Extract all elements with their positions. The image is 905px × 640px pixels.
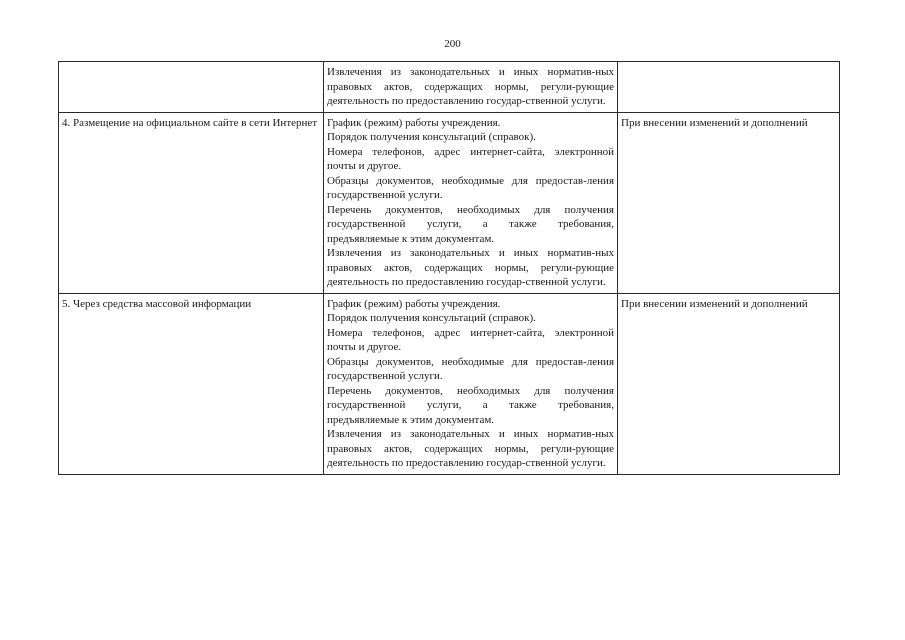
frequency-cell — [618, 293, 840, 474]
content-paragraph: Образцы документов, необходимые для предостав-ления государственной услуги. — [327, 355, 614, 382]
content-paragraph: Извлечения из законодательных и иных норматив-ных правовых актов, содержащих нормы, регули-рующие деятельность по предоставлению государ-ственной услуги. — [327, 247, 614, 288]
method-cell — [59, 112, 324, 293]
table-row — [59, 293, 840, 474]
content-paragraph: Перечень документов, необходимых для получения государственной услуги, а также требования, предъявляемые к этим документам. — [327, 203, 614, 245]
content-paragraph: Образцы документов, необходимые для предостав-ления государственной услуги. — [327, 174, 614, 201]
method-text: 5. Через средства массовой информации — [62, 297, 252, 310]
content-paragraph: Извлечения из законодательных и иных норматив-ных правовых актов, содержащих нормы, регули-рующие деятельность по предоставлению государ-ственной услуги. — [327, 428, 614, 469]
content-cell — [324, 293, 618, 474]
content-paragraph: Порядок получения консультаций (справок). — [327, 312, 536, 324]
content-paragraph: Извлечения из законодательных и иных норматив-ных правовых актов, содержащих нормы, регули-рующие деятельность по предоставлению государ-ственной услуги. — [327, 66, 614, 107]
content-cell — [324, 62, 618, 113]
content-paragraph: График (режим) работы учреждения. — [327, 297, 501, 310]
page-number: 200 — [444, 38, 461, 50]
content-paragraph: График (режим) работы учреждения. — [327, 116, 501, 129]
content-paragraph: Номера телефонов, адрес интернет-сайта, электронной почты и другое. — [327, 145, 614, 172]
frequency-text: При внесении изменений и дополнений — [621, 116, 808, 129]
table-row — [59, 62, 840, 113]
method-text: 4. Размещение на официальном сайте в сети Интернет — [62, 116, 318, 129]
frequency-cell — [618, 112, 840, 293]
method-cell — [59, 62, 324, 113]
content-paragraph: Перечень документов, необходимых для получения государственной услуги, а также требования, предъявляемые к этим документам. — [327, 384, 614, 426]
method-cell — [59, 293, 324, 474]
frequency-cell — [618, 62, 840, 113]
content-paragraph: Порядок получения консультаций (справок). — [327, 131, 536, 143]
table-row — [59, 112, 840, 293]
content-cell — [324, 112, 618, 293]
content-paragraph: Номера телефонов, адрес интернет-сайта, электронной почты и другое. — [327, 326, 614, 353]
frequency-text: При внесении изменений и дополнений — [621, 297, 808, 310]
info-methods-table — [58, 61, 840, 475]
